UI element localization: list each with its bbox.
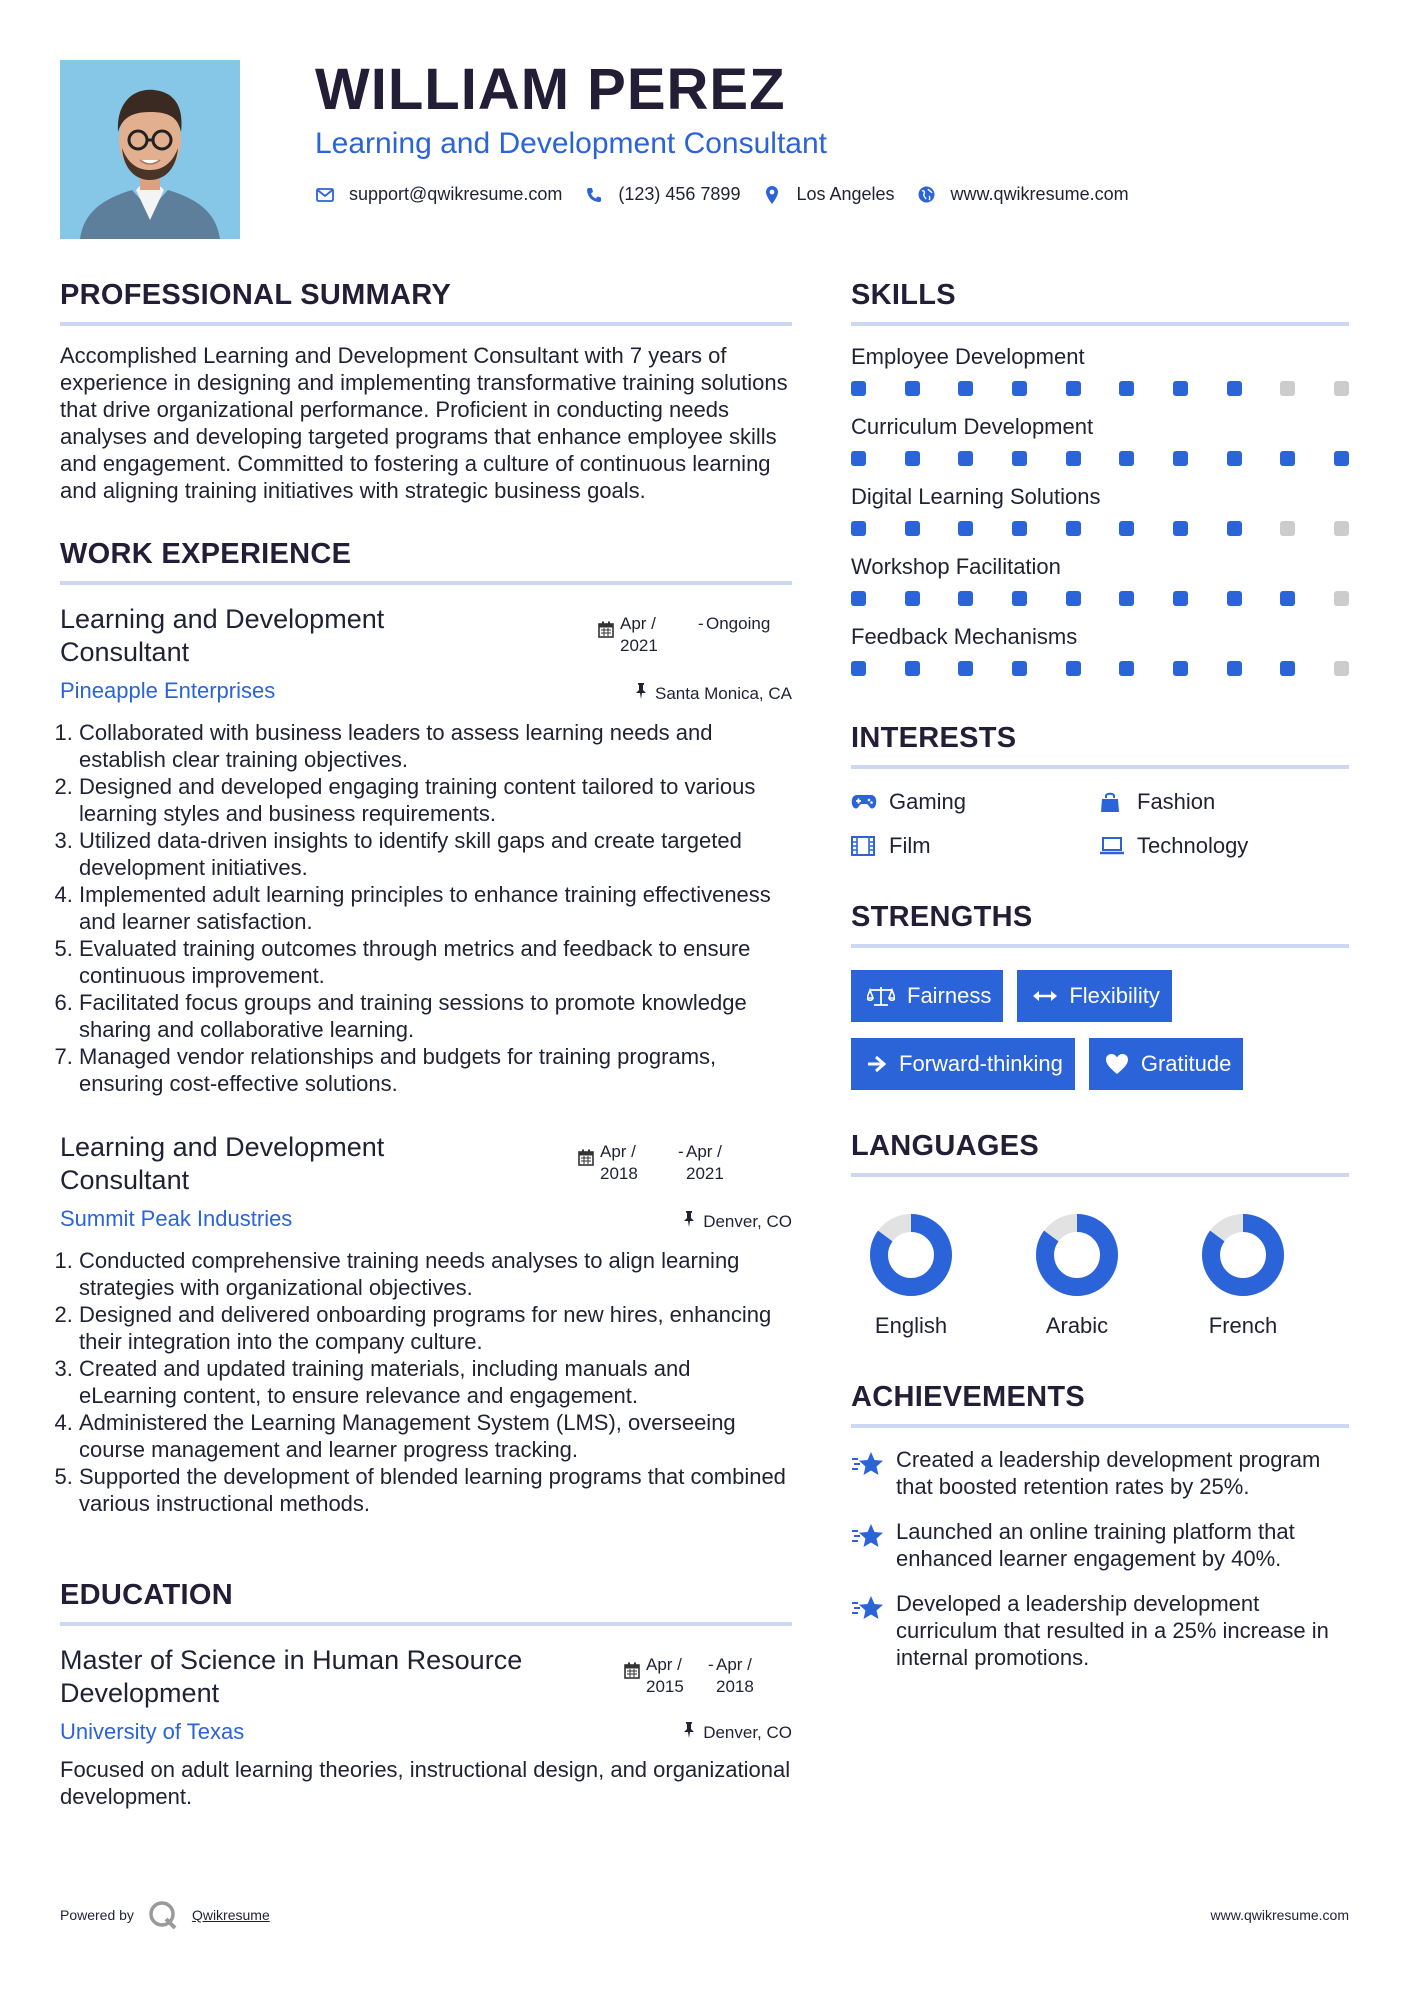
phone-text: (123) 456 7899 — [618, 184, 741, 204]
section-title-languages: LANGUAGES — [851, 1126, 1349, 1177]
skill-dot-filled — [1012, 521, 1027, 536]
skill-item — [851, 413, 1349, 466]
qwikresume-link[interactable]: Qwikresume — [191, 1907, 270, 1923]
arrow-right-icon — [867, 1055, 887, 1073]
skill-dot-filled — [1066, 591, 1081, 606]
shopping-bag-icon — [1099, 791, 1125, 813]
job-end-date: Ongoing — [706, 614, 771, 633]
laptop-icon — [1099, 835, 1125, 857]
skill-name: Employee Development — [851, 344, 1085, 369]
skill-dot-filled — [905, 591, 920, 606]
job-bullet: 1. Collaborated with business leaders to assess learning needs and establish clear training objectives. — [79, 719, 792, 773]
skill-rating — [851, 521, 1349, 536]
skill-dot-empty — [1280, 521, 1295, 536]
skill-dot-filled — [1119, 521, 1134, 536]
date-separator: - — [698, 614, 704, 633]
contact-row — [315, 184, 1367, 205]
skill-name: Workshop Facilitation — [851, 554, 1061, 579]
skill-dot-filled — [905, 451, 920, 466]
skill-dot-filled — [1227, 381, 1242, 396]
job-bullet: 2. Designed and developed engaging training content tailored to various learning styles and business requirements. — [79, 773, 792, 827]
job-dates — [578, 1141, 764, 1185]
envelope-icon — [315, 185, 335, 205]
skill-dot-filled — [1012, 661, 1027, 676]
job-location-text: Santa Monica, CA — [654, 683, 792, 703]
job-bullet: 4. Administered the Learning Management System (LMS), overseeing course management and learner progress tracking. — [79, 1409, 792, 1463]
job-bullet: 4. Implemented adult learning principles to enhance training effectiveness and learner satisfaction. — [79, 881, 792, 935]
footer-website[interactable]: www.qwikresume.com — [1210, 1907, 1349, 1923]
degree-title: Master of Science in Human Resource Development — [60, 1645, 523, 1708]
section-title-strengths: STRENGTHS — [851, 897, 1349, 948]
interest-label: Film — [889, 833, 931, 858]
skill-dot-filled — [958, 451, 973, 466]
star-badge-icon — [851, 1446, 896, 1500]
skill-dot-filled — [1280, 661, 1295, 676]
skill-dot-filled — [1227, 451, 1242, 466]
skill-dot-filled — [1119, 381, 1134, 396]
contact-phone[interactable] — [584, 184, 740, 205]
job-bullet: 5. Evaluated training outcomes through metrics and feedback to ensure continuous improvement. — [79, 935, 792, 989]
skill-item — [851, 483, 1349, 536]
arrows-horizontal-icon — [1033, 989, 1057, 1003]
gamepad-icon — [851, 791, 877, 813]
job-bullets — [60, 719, 792, 1097]
strength-chip — [851, 1038, 1075, 1090]
section-title-achievements: ACHIEVEMENTS — [851, 1377, 1349, 1428]
skill-dot-filled — [1173, 451, 1188, 466]
interest-item — [851, 833, 1099, 859]
job-dates — [598, 613, 784, 657]
skill-rating — [851, 591, 1349, 606]
education-description: Focused on adult learning theories, instructional design, and organizational development. — [60, 1757, 791, 1809]
skill-dot-filled — [905, 381, 920, 396]
job-bullet: 3. Created and updated training materials, including manuals and eLearning content, to ensure relevance and engagement. — [79, 1355, 792, 1409]
language-donut — [1199, 1211, 1287, 1299]
job-bullet: 5. Supported the development of blended learning programs that combined various instructional methods. — [79, 1463, 792, 1517]
job-start-date: Apr / 2018 — [600, 1142, 638, 1183]
company-name: Pineapple Enterprises — [60, 678, 276, 703]
section-title-skills: SKILLS — [851, 275, 1349, 326]
film-icon — [851, 835, 877, 857]
candidate-name: WILLIAM PEREZ — [315, 57, 786, 122]
skill-dot-filled — [958, 381, 973, 396]
skill-dot-filled — [1227, 591, 1242, 606]
education-entry — [60, 1644, 792, 1810]
skill-dot-empty — [1280, 381, 1295, 396]
resume-header — [315, 58, 1367, 205]
skill-dot-empty — [1334, 381, 1349, 396]
skill-dot-filled — [1066, 521, 1081, 536]
strength-chip — [1017, 970, 1171, 1022]
balance-scale-icon — [867, 985, 895, 1007]
calendar-icon — [598, 621, 614, 657]
skill-dot-filled — [1173, 661, 1188, 676]
qwikresume-logo-icon — [148, 1900, 178, 1930]
interest-item — [1099, 789, 1349, 815]
job-bullet: 3. Utilized data-driven insights to identify skill gaps and create targeted development initiatives. — [79, 827, 792, 881]
job-location-text: Denver, CO — [703, 1211, 792, 1231]
skill-dot-filled — [958, 591, 973, 606]
skill-dot-filled — [1119, 591, 1134, 606]
skill-item — [851, 343, 1349, 396]
contact-website[interactable] — [917, 184, 1129, 205]
language-item — [851, 1211, 1017, 1339]
skill-rating — [851, 451, 1349, 466]
skill-dot-filled — [1280, 591, 1295, 606]
language-item — [1017, 1211, 1183, 1339]
phone-icon — [584, 185, 604, 205]
skill-dot-filled — [1119, 451, 1134, 466]
skill-dot-filled — [958, 661, 973, 676]
section-title-summary: PROFESSIONAL SUMMARY — [60, 275, 792, 326]
location-text: Los Angeles — [796, 184, 895, 204]
job-bullet: 2. Designed and delivered onboarding programs for new hires, enhancing their integration into the company culture. — [79, 1301, 792, 1355]
job-location — [635, 683, 792, 704]
achievement-item — [851, 1518, 1349, 1572]
map-pin-icon — [762, 185, 782, 205]
achievement-text: Created a leadership development program that boosted retention rates by 25%. — [896, 1447, 1321, 1499]
language-donut — [867, 1211, 955, 1299]
job-bullet: 1. Conducted comprehensive training needs analyses to align learning strategies with organizational objectives. — [79, 1247, 792, 1301]
skill-dot-filled — [1012, 451, 1027, 466]
job-title: Learning and Development Consultant — [60, 1132, 385, 1195]
skill-dot-filled — [851, 451, 866, 466]
skill-dot-filled — [1173, 591, 1188, 606]
globe-icon — [917, 185, 937, 205]
skill-dot-filled — [1119, 661, 1134, 676]
left-column — [60, 275, 792, 1810]
language-name: French — [1208, 1313, 1278, 1338]
interest-label: Technology — [1137, 833, 1249, 858]
languages-list — [851, 1211, 1349, 1339]
strength-label: Fairness — [907, 983, 992, 1008]
job-entry — [60, 603, 792, 1097]
skill-item — [851, 553, 1349, 606]
strengths-list — [851, 970, 1349, 1090]
powered-by-label: Powered by — [60, 1907, 134, 1923]
skill-rating — [851, 381, 1349, 396]
heart-icon — [1105, 1053, 1129, 1075]
interest-label: Gaming — [889, 789, 967, 814]
section-title-interests: INTERESTS — [851, 718, 1349, 769]
contact-location — [762, 184, 894, 205]
job-start-date: Apr / 2021 — [620, 614, 658, 655]
skill-name: Curriculum Development — [851, 414, 1094, 439]
skill-dot-empty — [1334, 591, 1349, 606]
school-name: University of Texas — [60, 1719, 245, 1744]
strength-chip — [851, 970, 1003, 1022]
skill-name: Digital Learning Solutions — [851, 484, 1101, 509]
skill-name: Feedback Mechanisms — [851, 624, 1078, 649]
pushpin-icon — [683, 1211, 695, 1232]
skill-dot-filled — [851, 521, 866, 536]
skill-dot-empty — [1334, 661, 1349, 676]
date-separator: - — [708, 1655, 714, 1674]
skill-dot-filled — [1173, 521, 1188, 536]
achievement-text: Launched an online training platform that enhanced learner engagement by 40%. — [896, 1519, 1295, 1571]
achievement-text: Developed a leadership development curriculum that resulted in a 25% increase in internal promotions. — [896, 1591, 1329, 1670]
skill-item — [851, 623, 1349, 676]
profile-photo — [60, 60, 240, 239]
skill-dot-filled — [1280, 451, 1295, 466]
skill-dot-filled — [1334, 451, 1349, 466]
education-location-text: Denver, CO — [703, 1722, 792, 1742]
education-end-date: Apr / 2018 — [716, 1655, 754, 1696]
skill-dot-filled — [851, 591, 866, 606]
skill-dot-filled — [1012, 591, 1027, 606]
strength-label: Forward-thinking — [899, 1051, 1063, 1076]
interest-item — [1099, 833, 1349, 859]
skill-dot-filled — [851, 661, 866, 676]
skill-dot-empty — [1334, 521, 1349, 536]
calendar-icon — [624, 1662, 640, 1698]
language-donut — [1033, 1211, 1121, 1299]
right-column — [851, 275, 1349, 1671]
job-location — [683, 1211, 792, 1232]
skill-dot-filled — [1012, 381, 1027, 396]
date-separator: - — [678, 1142, 684, 1161]
language-name: English — [874, 1313, 948, 1338]
summary-text: Accomplished Learning and Development Consultant with 7 years of experience in designing and implementing transformative training solutions that drive organizational performance. Proficient in conducting needs analyses and developing targeted programs that enhance employee skills and engagement. Committed to fostering a culture of continuous learning and aligning training initiatives with strategic business goals. — [60, 343, 788, 503]
skill-dot-filled — [851, 381, 866, 396]
education-location — [683, 1722, 792, 1743]
skill-dot-filled — [905, 661, 920, 676]
email-text: support@qwikresume.com — [349, 184, 563, 204]
calendar-icon — [578, 1149, 594, 1185]
page-footer — [60, 1900, 1349, 1930]
strength-label: Flexibility — [1069, 983, 1160, 1008]
achievement-item — [851, 1590, 1349, 1671]
skill-dot-filled — [1066, 451, 1081, 466]
job-entry — [60, 1131, 792, 1517]
star-badge-icon — [851, 1518, 896, 1572]
job-title: Learning and Development Consultant — [60, 604, 385, 667]
job-bullets — [60, 1247, 792, 1517]
job-bullet: 6. Facilitated focus groups and training sessions to promote knowledge sharing and collaborative learning. — [79, 989, 792, 1043]
interest-label: Fashion — [1137, 789, 1216, 814]
skill-dot-filled — [1066, 661, 1081, 676]
strength-chip — [1089, 1038, 1244, 1090]
section-title-education: EDUCATION — [60, 1575, 792, 1626]
website-text: www.qwikresume.com — [950, 184, 1129, 204]
skill-dot-filled — [1227, 661, 1242, 676]
company-name: Summit Peak Industries — [60, 1206, 293, 1231]
candidate-role: Learning and Development Consultant — [315, 127, 828, 160]
pushpin-icon — [635, 683, 647, 704]
interests-grid — [851, 789, 1349, 859]
education-dates — [624, 1654, 778, 1698]
skill-dot-filled — [1173, 381, 1188, 396]
skill-dot-filled — [905, 521, 920, 536]
contact-email[interactable] — [315, 184, 562, 205]
language-name: Arabic — [1045, 1313, 1109, 1338]
star-badge-icon — [851, 1590, 896, 1671]
skill-dot-filled — [1227, 521, 1242, 536]
skill-rating — [851, 661, 1349, 676]
skill-dot-filled — [958, 521, 973, 536]
education-start-date: Apr / 2015 — [646, 1655, 684, 1696]
achievement-item — [851, 1446, 1349, 1500]
strength-label: Gratitude — [1140, 1051, 1232, 1076]
skills-list — [851, 343, 1349, 676]
language-item — [1183, 1211, 1349, 1339]
job-bullet: 7. Managed vendor relationships and budgets for training programs, ensuring cost-effective solutions. — [79, 1043, 792, 1097]
job-end-date: Apr / 2021 — [686, 1142, 724, 1183]
section-title-experience: WORK EXPERIENCE — [60, 534, 792, 585]
interest-item — [851, 789, 1099, 815]
pushpin-icon — [683, 1722, 695, 1743]
skill-dot-filled — [1066, 381, 1081, 396]
